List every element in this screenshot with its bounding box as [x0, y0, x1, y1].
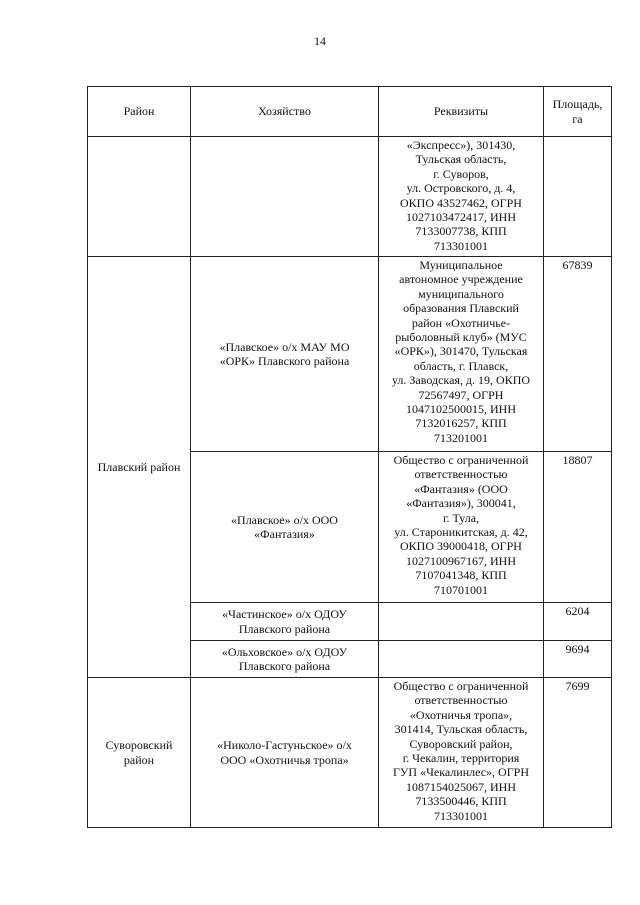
area-cell: 9694: [544, 641, 612, 678]
details-cell: Муниципальное автономное учреждение муниципального образования Плавский район «Охотничье- рыболовный клуб» (МУС «ОРК»), 301470, Тульская область, г. Плавск, ул. Заводская, д. 19, ОКПО 72567497, ОГРН 1047102500015, ИНН 7132016257, КПП 713201001: [379, 257, 544, 452]
area-cell: 18807: [544, 452, 612, 603]
district-cell: Суворовский район: [88, 678, 191, 828]
page-number: 14: [314, 34, 326, 48]
details-cell: [379, 641, 544, 678]
area-cell: 67839: [544, 257, 612, 452]
district-cell: Плавский район: [88, 257, 191, 678]
header-area: Площадь, га: [544, 87, 612, 137]
area-cell: 6204: [544, 603, 612, 641]
farm-cell: «Частинское» о/х ОДОУ Плавского района: [191, 603, 379, 641]
details-cell: Общество с ограниченной ответственностью «Фантазия» (ООО «Фантазия»), 300041, г. Тула, ул. Староникитская, д. 42, ОКПО 39000418, ОГРН 1027100967167, ИНН 7107041348, КПП 710701001: [379, 452, 544, 603]
header-details: Реквизиты: [379, 87, 544, 137]
table-row: [88, 678, 612, 828]
details-cell: «Экспресс»), 301430, Тульская область, г. Суворов, ул. Островского, д. 4, ОКПО 43527462, ОГРН 1027103472417, ИНН 7133007738, КПП 713301001: [379, 137, 544, 257]
details-cell: Общество с ограниченной ответственностью «Охотничья тропа», 301414, Тульская область, Суворовский район, г. Чекалин, территория ГУП «Чекалинлес», ОГРН 1087154025067, ИНН 7133500446, КПП 713301001: [379, 678, 544, 828]
farm-cell: «Ольховское» о/х ОДОУ Плавского района: [191, 641, 379, 678]
farm-cell: «Николо-Гастуньское» о/х ООО «Охотничья тропа»: [191, 678, 379, 828]
table-row: [88, 137, 612, 257]
farm-cell: «Плавское» о/х ООО «Фантазия»: [191, 452, 379, 603]
header-farm: Хозяйство: [191, 87, 379, 137]
farm-cell: «Плавское» о/х МАУ МО «ОРК» Плавского района: [191, 257, 379, 452]
area-cell: [544, 137, 612, 257]
table-row: [88, 257, 612, 452]
hunting-farms-table: [87, 86, 612, 828]
header-district: Район: [88, 87, 191, 137]
header-row: [88, 87, 612, 137]
district-cell: [88, 137, 191, 257]
details-cell: [379, 603, 544, 641]
area-cell: 7699: [544, 678, 612, 828]
farm-cell: [191, 137, 379, 257]
